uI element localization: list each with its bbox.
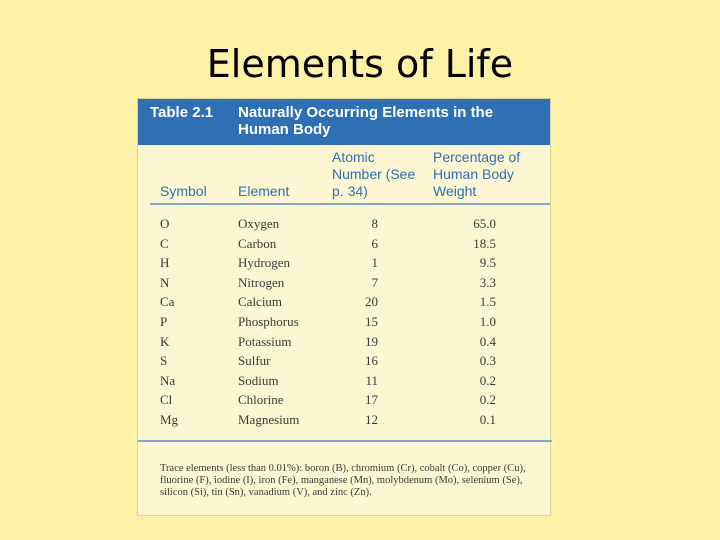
cell-element: Calcium <box>238 294 283 310</box>
cell-element: Chlorine <box>238 392 284 408</box>
table-row <box>138 392 552 412</box>
table-row <box>138 275 552 295</box>
cell-atomic-number: 19 <box>365 333 378 349</box>
element-table-figure <box>137 98 551 516</box>
table-row <box>138 294 552 314</box>
cell-element: Sodium <box>238 372 279 388</box>
table-row <box>138 314 552 334</box>
cell-atomic-number: 15 <box>365 314 378 329</box>
table-row <box>138 334 552 354</box>
cell-symbol: K <box>160 333 170 349</box>
cell-atomic-number: 16 <box>365 353 378 369</box>
cell-percentage: 1.5 <box>479 294 496 310</box>
cell-element: Magnesium <box>238 412 300 427</box>
cell-symbol: Cl <box>160 392 173 408</box>
cell-percentage: 0.2 <box>479 372 496 388</box>
table-row <box>138 216 552 236</box>
column-header-symbol: Symbol <box>160 183 207 199</box>
cell-symbol: H <box>160 255 170 271</box>
footer-divider <box>138 440 552 442</box>
cell-symbol: Mg <box>160 412 179 427</box>
cell-percentage: 18.5 <box>473 235 496 251</box>
table-caption: Naturally Occurring Elements in the Human Body <box>238 104 494 138</box>
cell-atomic-number: 20 <box>365 294 378 310</box>
cell-atomic-number: 11 <box>365 372 378 388</box>
cell-symbol: O <box>160 216 170 231</box>
cell-percentage: 0.1 <box>479 412 496 427</box>
cell-percentage: 3.3 <box>479 274 496 290</box>
cell-symbol: P <box>160 314 168 329</box>
cell-element: Oxygen <box>238 216 280 231</box>
cell-element: Potassium <box>238 333 292 349</box>
column-header-element: Element <box>238 183 290 199</box>
table-row <box>138 412 552 432</box>
cell-element: Sulfur <box>238 353 271 369</box>
trace-elements-footnote: Trace elements (less than 0.01%): boron (B), chromium (Cr), cobalt (Co), copper (Cu), fluorine (F), iodine (I), iron (Fe), manganese (Mn), molybdenum (Mo), selenium (Se), silicon (Si), tin (Sn), vanadium (V), and zinc (Zn). <box>160 463 526 498</box>
cell-atomic-number: 17 <box>365 392 378 408</box>
cell-percentage: 0.3 <box>479 353 496 369</box>
cell-element: Hydrogen <box>238 255 290 271</box>
cell-percentage: 0.4 <box>479 333 496 349</box>
cell-symbol: Na <box>160 372 176 388</box>
cell-symbol: Ca <box>160 294 175 310</box>
table-row <box>138 236 552 256</box>
cell-percentage: 1.0 <box>479 314 496 329</box>
cell-element: Nitrogen <box>238 274 285 290</box>
cell-atomic-number: 6 <box>371 235 378 251</box>
cell-atomic-number: 8 <box>371 216 378 231</box>
table-header-bar <box>138 99 550 145</box>
cell-symbol: C <box>160 235 169 251</box>
header-divider <box>150 203 550 205</box>
cell-element: Carbon <box>238 235 277 251</box>
cell-element: Phosphorus <box>238 314 299 329</box>
table-label: Table 2.1 <box>150 104 214 121</box>
cell-percentage: 0.2 <box>479 392 496 408</box>
cell-symbol: N <box>160 274 170 290</box>
cell-symbol: S <box>160 353 168 369</box>
slide-title: Elements of Life <box>206 42 514 86</box>
cell-percentage: 65.0 <box>473 216 496 231</box>
cell-percentage: 9.5 <box>479 255 496 271</box>
column-header-percentage: Percentage of Human Body Weight <box>433 149 521 199</box>
cell-atomic-number: 1 <box>371 255 378 271</box>
column-header-atomic-number: Atomic Number (See p. 34) <box>332 149 416 199</box>
table-row <box>138 373 552 393</box>
table-row <box>138 353 552 373</box>
cell-atomic-number: 7 <box>371 274 378 290</box>
cell-atomic-number: 12 <box>365 412 378 427</box>
table-row <box>138 255 552 275</box>
